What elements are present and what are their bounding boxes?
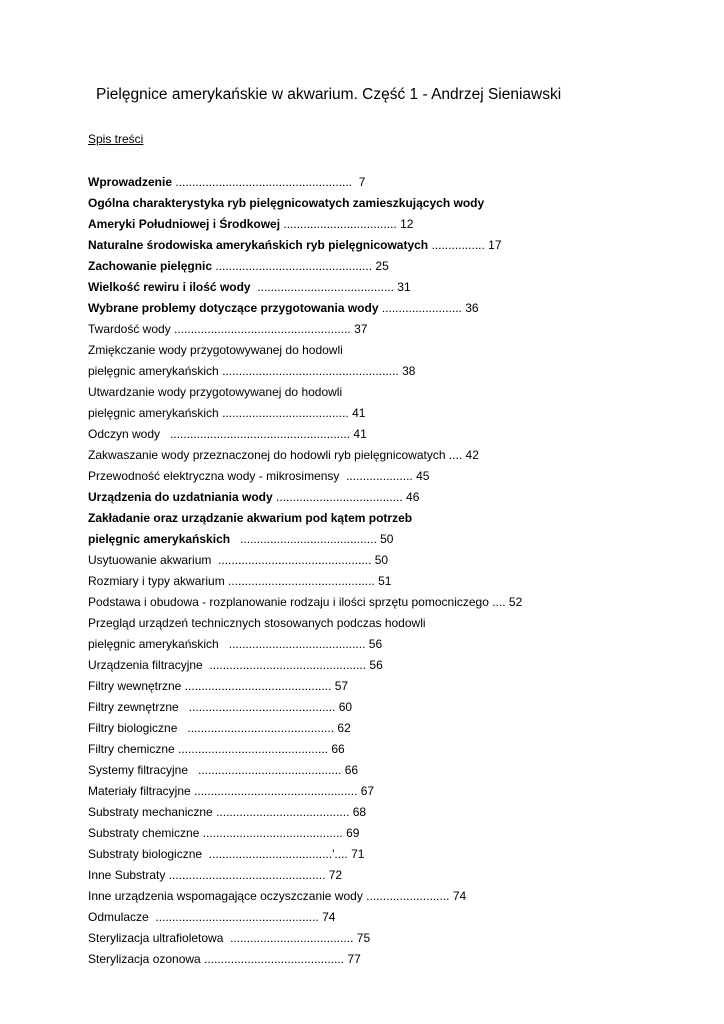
toc-entry-title: Odmulacze xyxy=(88,910,149,924)
toc-entry xyxy=(88,697,708,718)
toc-entry-leader-page: .......................................... 69 xyxy=(199,826,360,840)
toc-entry xyxy=(88,193,708,214)
toc-entry-title: Filtry biologiczne xyxy=(88,721,178,735)
toc-entry xyxy=(88,298,708,319)
toc-entry xyxy=(88,676,708,697)
toc-entry-title: Inne urządzenia wspomagające oczyszczanie wody xyxy=(88,889,363,903)
toc-entry xyxy=(88,256,708,277)
toc-entry-leader-page: .... 52 xyxy=(488,595,523,609)
toc-entry-leader-page: ..................................................... 37 xyxy=(170,322,368,336)
toc-entry-title: Utwardzanie wody przygotowywanej do hodowli xyxy=(88,385,343,399)
toc-entry-leader-page: ...................................................... 41 xyxy=(160,427,367,441)
toc-entry xyxy=(88,844,708,865)
toc-entry-leader-page: .................................. 12 xyxy=(280,217,414,231)
toc-list xyxy=(88,172,708,970)
toc-entry-leader-page: ..................................................... 38 xyxy=(218,364,416,378)
toc-entry-title: Materiały filtracyjne xyxy=(88,784,191,798)
toc-entry xyxy=(88,655,708,676)
toc-entry-title: Zmiękczanie wody przygotowywanej do hodowli xyxy=(88,343,343,357)
toc-entry-title: Przewodność elektryczna wody - mikrosimensy xyxy=(88,469,340,483)
toc-entry-title: Odczyn wody xyxy=(88,427,161,441)
toc-entry-leader-page: ......................... 74 xyxy=(362,889,467,903)
toc-entry-leader-page: ............................................... 56 xyxy=(202,658,383,672)
toc-entry xyxy=(88,571,708,592)
toc-entry xyxy=(88,865,708,886)
toc-entry xyxy=(88,508,708,529)
toc-entry-leader-page: ......................................... 31 xyxy=(250,280,411,294)
toc-entry-leader-page: ...................................... 41 xyxy=(218,406,366,420)
toc-entry xyxy=(88,319,708,340)
toc-entry-title: Substraty biologiczne xyxy=(88,847,203,861)
toc-entry-title: Naturalne środowiska amerykańskich ryb pielęgnicowatych xyxy=(88,238,429,252)
toc-entry xyxy=(88,781,708,802)
toc-entry-title: Substraty mechaniczne xyxy=(88,805,213,819)
toc-entry-title: Zachowanie pielęgnic xyxy=(88,259,213,273)
toc-entry xyxy=(88,529,708,550)
toc-entry xyxy=(88,172,708,193)
toc-entry xyxy=(88,550,708,571)
toc-entry-title: Filtry chemiczne xyxy=(88,742,175,756)
toc-entry xyxy=(88,466,708,487)
toc-entry-title: Zakwaszanie wody przeznaczonej do hodowli ryb pielęgnicowatych xyxy=(88,448,446,462)
toc-entry-leader-page: .......................................... 77 xyxy=(200,952,361,966)
toc-entry-title: Twardość wody xyxy=(88,322,171,336)
toc-entry xyxy=(88,928,708,949)
toc-entry xyxy=(88,445,708,466)
toc-entry-title: Zakładanie oraz urządzanie akwarium pod kątem potrzeb xyxy=(88,511,413,525)
toc-entry-title: Urządzenia do uzdatniania wody xyxy=(88,490,273,504)
toc-entry-title: pielęgnic amerykańskich xyxy=(88,406,219,420)
toc-entry xyxy=(88,277,708,298)
toc-heading: Spis treści xyxy=(88,132,144,146)
toc-entry-title: Rozmiary i typy akwarium xyxy=(88,574,225,588)
toc-entry-leader-page: ........................................ 68 xyxy=(212,805,367,819)
toc-entry xyxy=(88,613,708,634)
toc-entry-leader-page: ........................ 36 xyxy=(378,301,479,315)
toc-entry-leader-page: .... 42 xyxy=(445,448,479,462)
toc-entry-leader-page: ......................................... 50 xyxy=(230,532,394,546)
toc-entry-leader-page: ............................................ 51 xyxy=(224,574,392,588)
toc-entry-title: Podstawa i obudowa - rozplanowanie rodzaju i ilości sprzętu pomocniczego xyxy=(88,595,489,609)
toc-entry-title: pielęgnic amerykańskich xyxy=(88,532,231,546)
toc-entry-title: Ameryki Południowej i Środkowej xyxy=(88,217,281,231)
toc-entry-title: pielęgnic amerykańskich xyxy=(88,637,219,651)
toc-entry xyxy=(88,340,708,361)
toc-entry xyxy=(88,823,708,844)
toc-entry-leader-page: ............................................ 60 xyxy=(178,700,353,714)
toc-entry-leader-page: ...................................... 46 xyxy=(272,490,420,504)
toc-entry-leader-page: ............................................... 25 xyxy=(212,259,389,273)
toc-entry-title: Przegląd urządzeń technicznych stosowanych podczas hodowli xyxy=(88,616,426,630)
toc-entry-leader-page: ..................................... 75 xyxy=(223,931,371,945)
document-title: Pielęgnice amerykańskie w akwarium. Część 1 - Andrzej Sieniawski xyxy=(96,86,562,103)
toc-entry xyxy=(88,739,708,760)
toc-entry xyxy=(88,802,708,823)
toc-entry xyxy=(88,382,708,403)
toc-entry xyxy=(88,487,708,508)
toc-entry xyxy=(88,424,708,445)
toc-entry xyxy=(88,235,708,256)
toc-entry-title: Filtry wewnętrzne xyxy=(88,679,182,693)
toc-entry-leader-page: ................ 17 xyxy=(428,238,502,252)
toc-entry-leader-page: .................... 45 xyxy=(339,469,430,483)
toc-entry-title: Wielkość rewiru i ilość wody xyxy=(88,280,251,294)
toc-entry-leader-page: ................................................. 67 xyxy=(190,784,375,798)
toc-entry xyxy=(88,886,708,907)
toc-entry-leader-page: ............................................ 57 xyxy=(181,679,349,693)
toc-entry-title: Inne Substraty xyxy=(88,868,166,882)
toc-entry xyxy=(88,214,708,235)
toc-entry-title: Filtry zewnętrzne xyxy=(88,700,179,714)
toc-entry xyxy=(88,718,708,739)
toc-entry xyxy=(88,760,708,781)
toc-entry xyxy=(88,361,708,382)
toc-entry-leader-page: ......................................... 56 xyxy=(218,637,383,651)
toc-entry-title: Wprowadzenie xyxy=(88,175,173,189)
toc-entry xyxy=(88,949,708,970)
toc-entry-title: Systemy filtracyjne xyxy=(88,763,189,777)
toc-entry-title: Substraty chemiczne xyxy=(88,826,200,840)
toc-entry-title: Sterylizacja ultrafioletowa xyxy=(88,931,224,945)
toc-entry-title: Urządzenia filtracyjne xyxy=(88,658,203,672)
toc-entry xyxy=(88,634,708,655)
toc-entry-leader-page: ..................................................... 7 xyxy=(172,175,366,189)
toc-entry-title: pielęgnic amerykańskich xyxy=(88,364,219,378)
toc-entry-title: Wybrane problemy dotyczące przygotowania wody xyxy=(88,301,379,315)
toc-entry-leader-page: ............................................ 62 xyxy=(177,721,351,735)
toc-entry xyxy=(88,592,708,613)
toc-entry-leader-page: ............................................. 66 xyxy=(174,742,345,756)
toc-entry-leader-page: ................................................. 74 xyxy=(148,910,336,924)
toc-entry xyxy=(88,907,708,928)
toc-entry-title: Usytuowanie akwarium xyxy=(88,553,212,567)
toc-entry-leader-page: .............................................. 50 xyxy=(211,553,389,567)
toc-entry xyxy=(88,403,708,424)
toc-entry-leader-page: ........................................... 66 xyxy=(188,763,359,777)
toc-entry-title: Ogólna charakterystyka ryb pielęgnicowatych zamieszkujących wody xyxy=(88,196,485,210)
toc-entry-title: Sterylizacja ozonowa xyxy=(88,952,201,966)
toc-entry-leader-page: .....................................'.... 71 xyxy=(202,847,365,861)
toc-entry-leader-page: ............................................... 72 xyxy=(165,868,343,882)
